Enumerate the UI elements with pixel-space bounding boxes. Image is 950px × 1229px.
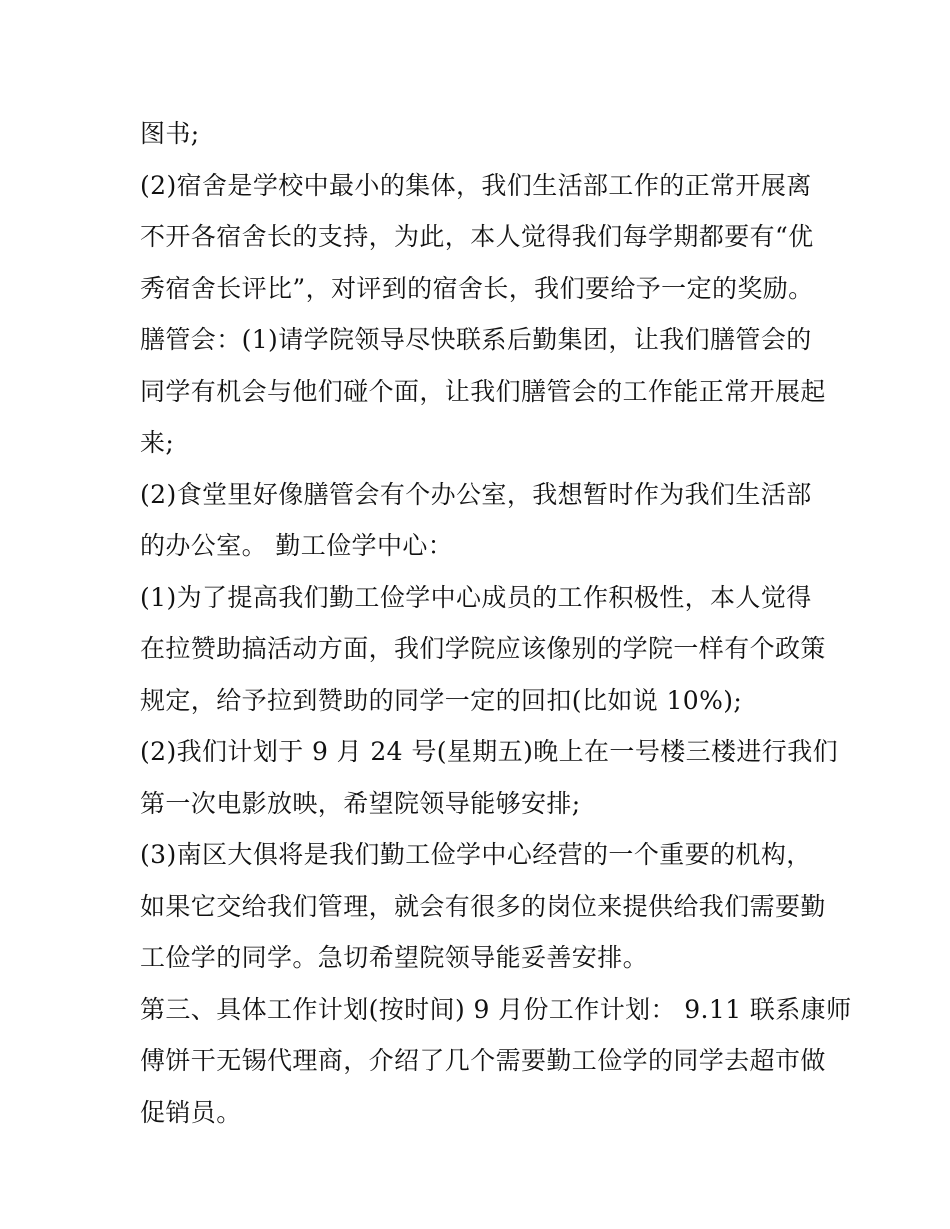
text-line: 第三、具体工作计划(按时间) 9 月份工作计划： 9.11 联系康师 — [140, 994, 852, 1024]
text-line: 规定，给予拉到赞助的同学一定的回扣(比如说 10%); — [140, 685, 743, 715]
text-line: 促销员。 — [140, 1097, 242, 1127]
document-body — [140, 108, 852, 1138]
text-line: 膳管会：(1)请学院领导尽快联系后勤集团，让我们膳管会的 — [140, 325, 812, 354]
text-line: 同学有机会与他们碰个面，让我们膳管会的工作能正常开展起 — [140, 376, 826, 406]
text-line: 第一次电影放映，希望院领导能够安排; — [140, 788, 581, 818]
text-line: 不开各宿舍长的支持，为此，本人觉得我们每学期都要有“优 — [140, 222, 814, 251]
text-line: (2)食堂里好像膳管会有个办公室，我想暂时作为我们生活部 — [140, 479, 812, 509]
text-line: 的办公室。 勤工俭学中心： — [140, 531, 454, 560]
text-line: (1)为了提高我们勤工俭学中心成员的工作积极性，本人觉得 — [140, 582, 812, 612]
text-line: (3)南区大俱将是我们勤工俭学中心经营的一个重要的机构， — [140, 840, 812, 869]
text-line: (2)我们计划于 9 月 24 号(星期五)晚上在一号楼三楼进行我们 — [140, 737, 839, 766]
text-line: 秀宿舍长评比”，对评到的宿舍长，我们要给予一定的奖励。 — [140, 273, 814, 303]
text-line: (2)宿舍是学校中最小的集体，我们生活部工作的正常开展离 — [140, 170, 812, 200]
text-line: 工俭学的同学。急切希望院领导能妥善安排。 — [140, 943, 649, 972]
text-line: 傅饼干无锡代理商，介绍了几个需要勤工俭学的同学去超市做 — [140, 1046, 826, 1075]
text-line: 在拉赞助搞活动方面，我们学院应该像别的学院一样有个政策 — [140, 634, 826, 663]
text-line: 如果它交给我们管理，就会有很多的岗位来提供给我们需要勤 — [140, 891, 826, 921]
text-line: 图书; — [140, 119, 200, 148]
text-line: 来; — [140, 428, 175, 457]
